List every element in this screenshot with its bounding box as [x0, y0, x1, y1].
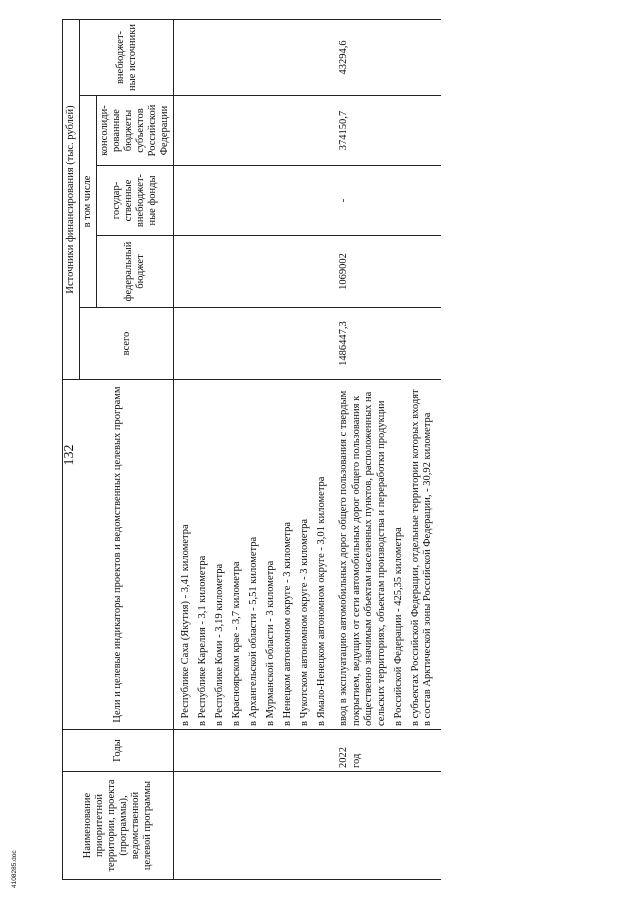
col-header-regional: консолиди- рованные бюджеты субъектов Российской Федерации [97, 96, 174, 166]
col-header-name: Наименование приоритетной территории, проекта (программы), ведомственной целевой программы [63, 772, 174, 880]
col-header-years: Годы [63, 730, 174, 772]
list-item: в субъектах Российской Федерации, отдельные территории которых входят в состав Арктической зоны Российской Федерации, - 30,92 километра [409, 389, 433, 726]
regions-cell [174, 380, 336, 730]
list-item: в Республике Коми - 3,19 километра [214, 563, 225, 726]
regional-cell: 374150,7 [335, 96, 441, 166]
list-item: в Мурманской области - 3 километра [265, 560, 276, 726]
col-header-total: всего [80, 308, 174, 380]
goals-list [338, 383, 435, 726]
list-item: в Республике Карелия - 3,1 километра [197, 555, 208, 726]
table-row-regions [174, 19, 336, 879]
col-header-funding: Источники финансирования (тыс. рублей) [63, 19, 80, 379]
list-item: в Российской Федерации - 425,35 километра [392, 527, 404, 726]
list-item: ввод в эксплуатацию автомобильных дорог общего пользования с твердым покрытием, ведущих от сети автомобильных дорог общего пользования к общественно значимым объектам населенных пунктов, расположенных на сельских территориях, объектам производства и переработки продукции [338, 390, 387, 726]
regions-list [180, 383, 329, 726]
list-item: в Красноярском крае - 3,7 километра [231, 561, 242, 726]
document-stamp: 4108285.doc [11, 850, 18, 888]
col-header-offbudget: внебюджет- ные источники [80, 19, 174, 95]
col-header-state-funds: государ- ственные внебюджет- ные фонды [97, 166, 174, 236]
page-number: 132 [62, 444, 77, 466]
offbudget-cell: 43294,6 [335, 19, 441, 95]
list-item: в Ненецком автономном округе - 3 километра [282, 521, 293, 726]
year-cell: 2022 год [335, 730, 441, 772]
federal-cell: 1069002 [335, 236, 441, 308]
col-header-including: в том числе [80, 96, 97, 308]
col-header-federal: федеральный бюджет [97, 236, 174, 308]
header-row-1 [63, 19, 80, 879]
list-item: в Республике Саха (Якутия) - 3,41 километра [180, 524, 191, 726]
financing-table [62, 19, 441, 880]
col-header-goals: Цели и целевые индикаторы проектов и ведомственных целевых программ [63, 380, 174, 730]
list-item: в Ямало-Ненецком автономном округе - 3,01 километра [316, 476, 327, 726]
list-item: в Чукотском автономном округе - 3 километра [299, 518, 310, 726]
table-row-2022 [335, 19, 441, 879]
list-item: в Архангельской области - 5,51 километра [248, 536, 259, 726]
state-funds-cell: - [335, 166, 441, 236]
rotated-table-page [62, 20, 582, 880]
goals-cell [335, 380, 441, 730]
total-cell: 1486447,3 [335, 308, 441, 380]
